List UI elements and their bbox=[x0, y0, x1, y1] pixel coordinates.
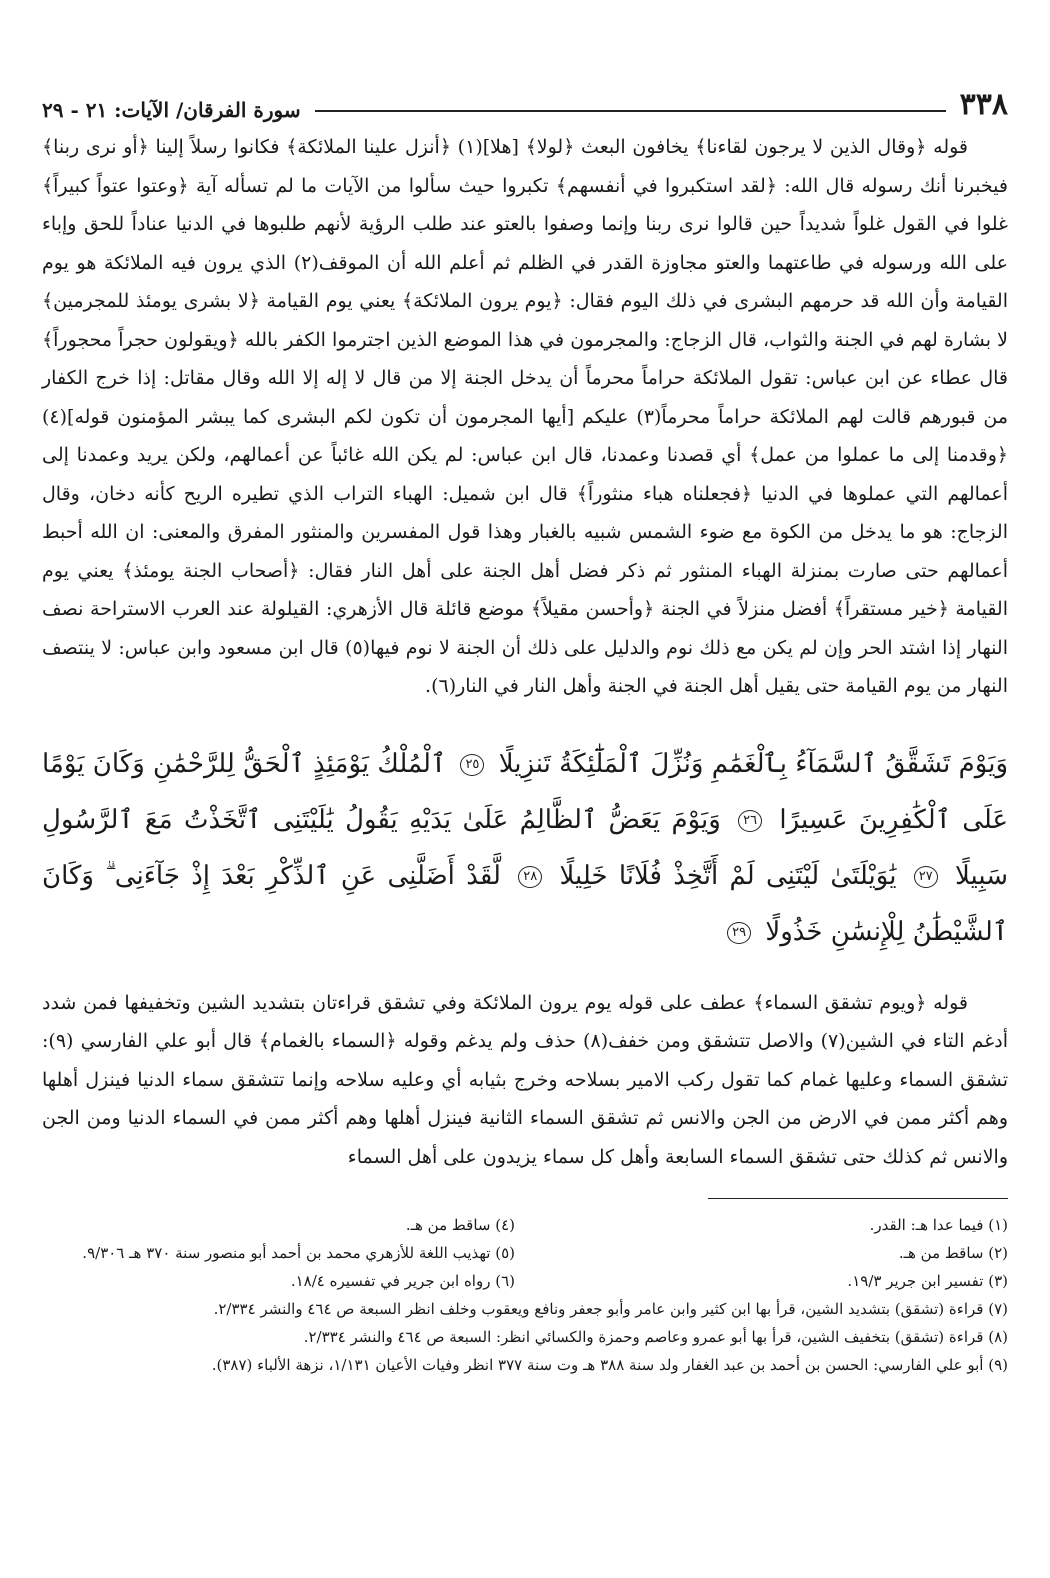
page-number: ٣٣٨ bbox=[959, 87, 1008, 122]
verse-number-marker: ٢٩ bbox=[727, 922, 751, 944]
footnote: (٦) رواه ابن جرير في تفسيره ١٨/٤. bbox=[290, 1272, 515, 1290]
footnote: (٤) ساقط من هـ. bbox=[405, 1216, 515, 1234]
verse-text: وَيَوْمَ تَشَقَّقُ ٱلسَّمَآءُ بِٱلْغَمَٰمِ وَنُزِّلَ ٱلْمَلَٰٓئِكَةُ تَنزِيلًا bbox=[498, 748, 1009, 779]
verse-text: ٱلْمُلْكُ يَوْمَئِذٍ ٱلْحَقُّ لِلرَّحْمَٰنِ وَكَانَ يَوْمًا عَلَى ٱلْكَٰفِرِينَ عَسِيرًا bbox=[42, 748, 1009, 835]
quran-verses bbox=[42, 736, 1008, 960]
footnote: (٩) أبو علي الفارسي: الحسن بن أحمد بن عبد الغفار ولد سنة ٣٨٨ هـ وت سنة ٣٧٧ انظر وفيات الأعيان ١/١٣١، نزهة الألباء (٣٨٧). bbox=[211, 1356, 1008, 1374]
footnote-grid bbox=[42, 1211, 1008, 1295]
verse-number-marker: ٢٥ bbox=[460, 754, 484, 776]
verse-number-marker: ٢٧ bbox=[914, 866, 938, 888]
footnote: (٢) ساقط من هـ. bbox=[898, 1244, 1008, 1262]
footnote-divider bbox=[708, 1198, 1008, 1199]
commentary-block bbox=[42, 128, 1008, 706]
commentary-paragraph: قوله ﴿وقال الذين لا يرجون لقاءنا﴾ يخافون البعث ﴿لولا﴾ [هلا](١) ﴿أنزل علينا الملائكة﴾ فكانوا رسلاً إلينا ﴿أو نرى ربنا﴾ فيخبرنا أنك رسوله قال الله: ﴿لقد استكبروا في أنفسهم﴾ تكبروا حيث سألوا من الآيات ما لم تسأله آية ﴿وعتوا عتواً كبيراً﴾ غلوا في القول غلواً شديداً حين قالوا نرى ربنا وإنما وصفوا بالعتو عند طلب الرؤية لأنهم طلبوها في الدنيا عناداً للحق وإباء على الله ورسوله في طاعتهما والعتو مجاوزة القدر في الظلم ثم أعلم الله أن الموقف(٢) الذي يرون فيه الملائكة هو يوم القيامة وأن الله قد حرمهم البشرى في ذلك اليوم فقال: ﴿يوم يرون الملائكة﴾ يعني يوم القيامة ﴿لا بشرى يومئذ للمجرمين﴾ لا بشارة لهم في الجنة والثواب، قال الزجاج: والمجرمون في هذا الموضع الذين اجترموا الكفر بالله ﴿ويقولون حجراً محجوراً﴾ قال عطاء عن ابن عباس: تقول الملائكة حراماً محرماً أن يدخل الجنة إلا من قال لا إله إلا الله وقال مقاتل: إذا خرج الكفار من قبورهم قالت لهم الملائكة حراماً محرماً(٣) عليكم [أيها المجرمون أن تكون لكم البشرى كما يبشر المؤمنون قوله](٤) ﴿وقدمنا إلى ما عملوا من عمل﴾ أي قصدنا وعمدنا، قال ابن عباس: لم يكن الله غائباً عن أعمالهم، ولكن يريد وعمدنا إلى أعمالهم التي عملوها في الدنيا ﴿فجعلناه هباء منثوراً﴾ قال ابن شميل: الهباء التراب الذي تطيره الريح كأنه دخان، وقال الزجاج: هو ما يدخل من الكوة مع ضوء الشمس شبيه بالغبار وهذا قول المفسرين والمنثور المفرق والمعنى: ان الله أحبط أعمالهم حتى صارت بمنزلة الهباء المنثور ثم ذكر فضل أهل الجنة على أهل النار فقال: ﴿أصحاب الجنة يومئذ﴾ يعني يوم القيامة ﴿خير مستقراً﴾ أفضل منزلاً في الجنة ﴿وأحسن مقيلاً﴾ موضع قائلة قال الأزهري: القيلولة عند العرب الاستراحة نصف النهار إذا اشتد الحر وإن لم يكن مع ذلك نوم والدليل على ذلك أن الجنة لا نوم فيها(٥) قال ابن مسعود وابن عباس: لا ينتصف النهار من يوم القيامة حتى يقيل أهل الجنة في الجنة وأهل النار في النار(٦). bbox=[42, 136, 1008, 697]
footnote: (٣) تفسير ابن جرير ١٩/٣. bbox=[847, 1272, 1008, 1290]
verse-text: وَيَوْمَ يَعَضُّ ٱلظَّالِمُ عَلَىٰ يَدَيْهِ يَقُولُ يَٰلَيْتَنِى ٱتَّخَذْتُ مَعَ ٱلرَّسُولِ سَبِيلًا bbox=[42, 804, 1009, 891]
verse-text: يَٰوَيْلَتَىٰ لَيْتَنِى لَمْ أَتَّخِذْ فُلَانًا خَلِيلًا bbox=[559, 860, 897, 891]
document-page bbox=[42, 78, 1008, 1548]
footnote: (١) فيما عدا هـ: القدر. bbox=[869, 1216, 1008, 1234]
page-header bbox=[42, 78, 1008, 120]
footnote: (٨) قراءة (تشقق) بتخفيف الشين، قرأ بها أبو عمرو وعاصم وحمزة والكسائي انظر: السبعة ص ٤٦٤ والنشر ٢/٣٣٤. bbox=[303, 1328, 1008, 1346]
chapter-title: سورة الفرقان/ الآيات: ٢١ - ٢٩ bbox=[42, 98, 301, 122]
commentary-block-2 bbox=[42, 984, 1008, 1177]
footnote: (٧) قراءة (تشقق) بتشديد الشين، قرأ بها ابن كثير وابن عامر وأبو جعفر ونافع ويعقوب وخلف انظر السبعة ص ٤٦٤ والنشر ٢/٣٣٤. bbox=[213, 1300, 1008, 1318]
footnotes bbox=[42, 1211, 1008, 1379]
verse-number-marker: ٢٨ bbox=[518, 866, 542, 888]
footnote: (٥) تهذيب اللغة للأزهري محمد بن أحمد أبو منصور سنة ٣٧٠ هـ ٩/٣٠٦. bbox=[82, 1244, 515, 1262]
commentary-paragraph: قوله ﴿ويوم تشقق السماء﴾ عطف على قوله يوم يرون الملائكة وفي تشقق قراءتان بتشديد الشين وتخفيفها فمن شدد أدغم التاء في الشين(٧) والاصل تتشقق ومن خفف(٨) حذف ولم يدغم وقوله ﴿السماء بالغمام﴾ قال أبو علي الفارسي (٩): تشقق السماء وعليها غمام كما تقول ركب الامير بسلاحه وخرج بثيابه أي وعليه سلاحه وإنما تتشقق سماء الدنيا فينزل أهلها وهم أكثر ممن في الارض من الجن والانس ثم تشقق السماء الثانية فينزل أهلها وهم أكثر ممن في السماء الدنيا ومن الجن والانس ثم كذلك حتى تشقق السماء السابعة وأهل كل سماء يزيدون على أهل السماء bbox=[42, 991, 1008, 1168]
verse-number-marker: ٢٦ bbox=[738, 810, 762, 832]
header-rule bbox=[315, 110, 946, 112]
verse-text: لَّقَدْ أَضَلَّنِى عَنِ ٱلذِّكْرِ بَعْدَ إِذْ جَآءَنِى ۗ وَكَانَ ٱلشَّيْطَٰنُ لِلْإِنسَٰنِ خَذُولًا bbox=[42, 860, 1008, 947]
